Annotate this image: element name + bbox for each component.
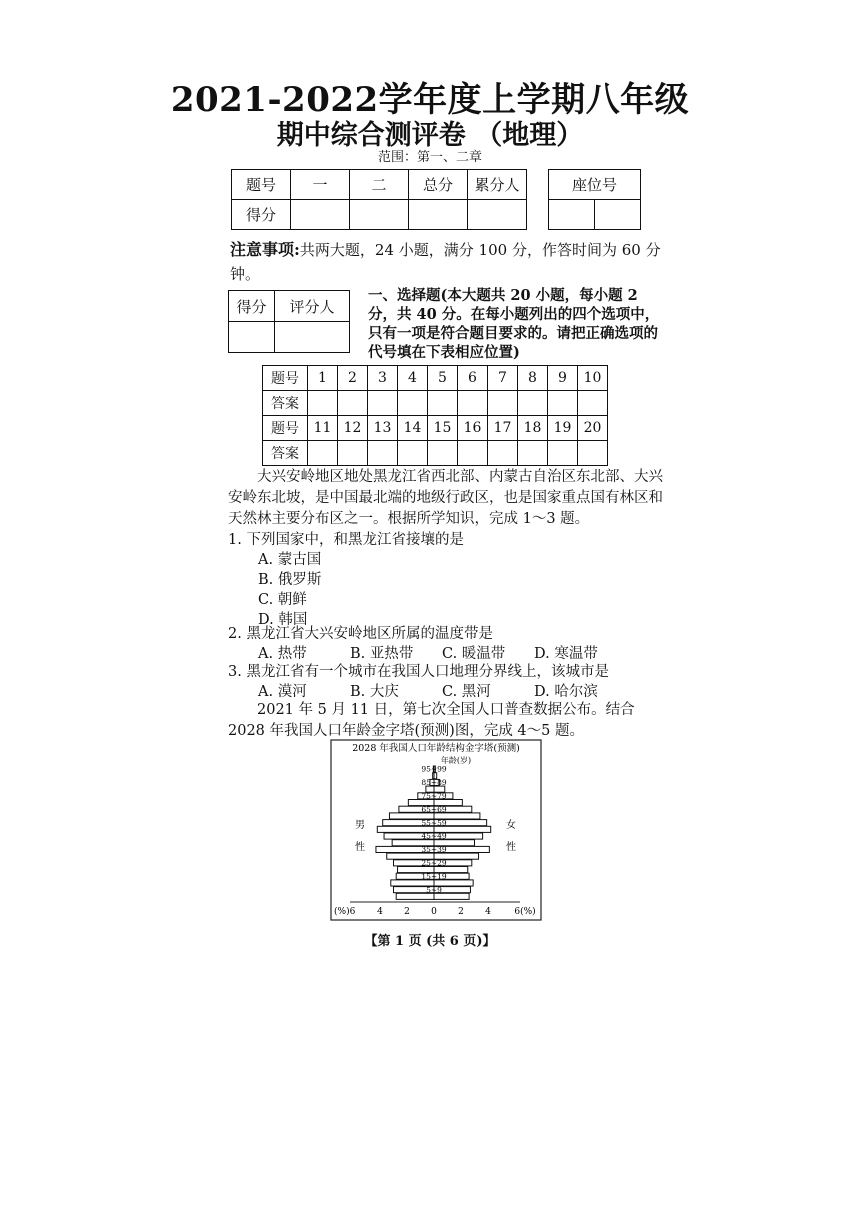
answer-table-row xyxy=(263,441,608,466)
answer-table xyxy=(262,365,608,466)
score-header-cell: 累分人 xyxy=(468,170,527,200)
score-cell[interactable] xyxy=(350,200,409,230)
score-header-cell: 一 xyxy=(291,170,350,200)
option: A. 热带 xyxy=(258,646,307,662)
answer-row-label: 答案 xyxy=(263,391,308,416)
x-tick-label: 4 xyxy=(377,907,383,917)
question-number: 13 xyxy=(368,416,398,441)
question-number: 12 xyxy=(338,416,368,441)
grader-name-cell[interactable] xyxy=(275,322,350,353)
seat-label: 座位号 xyxy=(549,170,641,200)
answer-cell[interactable] xyxy=(308,391,338,416)
female-label: 性 xyxy=(506,842,516,853)
grader-table xyxy=(228,290,350,353)
answer-cell[interactable] xyxy=(488,391,518,416)
answer-table-row xyxy=(263,366,608,391)
question-number: 9 xyxy=(548,366,578,391)
chart-title: 2028 年我国人口年龄结构金字塔(预测) xyxy=(352,743,520,754)
question-stem: 1. 下列国家中，和黑龙江省接壤的是 xyxy=(228,532,464,548)
question-3 xyxy=(228,662,609,702)
grader-score-cell[interactable] xyxy=(229,322,275,353)
answer-cell[interactable] xyxy=(368,441,398,466)
score-header-cell: 总分 xyxy=(409,170,468,200)
answer-table-row xyxy=(263,416,608,441)
answer-cell[interactable] xyxy=(548,391,578,416)
male-label: 男 xyxy=(355,820,365,831)
answer-cell[interactable] xyxy=(338,391,368,416)
male-label: 性 xyxy=(355,842,365,853)
option: D. 哈尔滨 xyxy=(534,684,598,700)
score-header-cell: 题号 xyxy=(232,170,291,200)
x-tick-label: 0 xyxy=(431,907,437,917)
option: B. 俄罗斯 xyxy=(258,572,322,588)
answer-cell[interactable] xyxy=(458,441,488,466)
answer-cell[interactable] xyxy=(308,441,338,466)
option: A. 漠河 xyxy=(258,684,307,700)
question-number: 6 xyxy=(458,366,488,391)
notice xyxy=(230,238,670,286)
question-2 xyxy=(228,624,598,664)
age-label: 5~9 xyxy=(426,885,442,895)
answer-cell[interactable] xyxy=(398,391,428,416)
score-cell[interactable] xyxy=(409,200,468,230)
passage-2: 2021 年 5 月 11 日，第七次全国人口普查数据公布。结合 2028 年我国人口年龄金字塔(预测)图，完成 4～5 题。 xyxy=(228,702,635,739)
grader-score-label: 得分 xyxy=(229,291,275,322)
question-number: 11 xyxy=(308,416,338,441)
x-tick-label: 4 xyxy=(485,907,491,917)
option: C. 朝鲜 xyxy=(258,592,307,608)
answer-table-row xyxy=(263,391,608,416)
question-number: 5 xyxy=(428,366,458,391)
option-row xyxy=(228,682,609,702)
population-pyramid-chart xyxy=(330,739,542,921)
age-label: 15~19 xyxy=(421,871,447,881)
answer-row-label: 答案 xyxy=(263,441,308,466)
exam-subtitle: 期中综合测评卷 （地理） xyxy=(276,120,584,151)
exam-scope: 范围：第一、二章 xyxy=(377,150,482,165)
x-tick-label: 2 xyxy=(458,907,464,917)
answer-row-label: 题号 xyxy=(263,416,308,441)
option: D. 韩国 xyxy=(258,612,308,628)
notice-label: 注意事项: xyxy=(230,240,300,259)
seat-table xyxy=(548,169,641,230)
question-number: 15 xyxy=(428,416,458,441)
question-number: 4 xyxy=(398,366,428,391)
score-header-cell: 二 xyxy=(350,170,409,200)
age-label: 35~39 xyxy=(421,845,447,855)
answer-cell[interactable] xyxy=(518,391,548,416)
x-tick-label: (%)6 xyxy=(334,907,356,917)
passage-1: 大兴安岭地区地处黑龙江省西北部、内蒙古自治区东北部、大兴安岭东北坡，是中国最北端的地级行政区，也是国家重点国有林区和天然林主要分布区之一。根据所学知识，完成 1～3 题。 xyxy=(228,469,663,527)
page-footer: 【第 1 页 (共 6 页)】 xyxy=(364,934,496,949)
score-row-label: 得分 xyxy=(232,200,291,230)
answer-cell[interactable] xyxy=(488,441,518,466)
option-row xyxy=(228,644,598,664)
seat-cell[interactable] xyxy=(549,200,595,230)
answer-cell[interactable] xyxy=(368,391,398,416)
question-number: 17 xyxy=(488,416,518,441)
question-1 xyxy=(228,530,464,630)
x-tick-label: 2 xyxy=(404,907,410,917)
female-label: 女 xyxy=(506,820,516,831)
answer-row-label: 题号 xyxy=(263,366,308,391)
age-label: 25~29 xyxy=(421,858,447,868)
option: B. 亚热带 xyxy=(350,646,414,662)
age-label: 75~79 xyxy=(421,791,447,801)
answer-cell[interactable] xyxy=(428,441,458,466)
question-number: 1 xyxy=(308,366,338,391)
question-number: 14 xyxy=(398,416,428,441)
question-number: 8 xyxy=(518,366,548,391)
answer-cell[interactable] xyxy=(398,441,428,466)
seat-cell[interactable] xyxy=(595,200,641,230)
section1-heading: 一、选择题(本大题共 20 小题，每小题 2 分，共 40 分。在每小题列出的四个选项中，只有一项是符合题目要求的。请把正确选项的代号填在下表相应位置) xyxy=(368,287,660,361)
answer-cell[interactable] xyxy=(578,391,608,416)
answer-cell[interactable] xyxy=(548,441,578,466)
age-label: 95~99 xyxy=(421,764,447,774)
option: C. 暖温带 xyxy=(442,646,506,662)
question-number: 2 xyxy=(338,366,368,391)
option: A. 蒙古国 xyxy=(258,552,322,568)
question-number: 20 xyxy=(578,416,608,441)
age-label: 55~59 xyxy=(421,818,447,828)
exam-title: 2021-2022学年度上学期八年级 xyxy=(170,80,690,120)
question-number: 3 xyxy=(368,366,398,391)
option: C. 黑河 xyxy=(442,684,491,700)
option: D. 寒温带 xyxy=(534,646,598,662)
x-tick-label: 6(%) xyxy=(514,907,536,917)
age-label: 65~69 xyxy=(421,804,447,814)
age-label: 45~49 xyxy=(421,831,447,841)
score-cell[interactable] xyxy=(291,200,350,230)
answer-cell[interactable] xyxy=(458,391,488,416)
notice-text: 共两大题，24 小题，满分 100 分，作答时间为 60 分钟。 xyxy=(230,241,661,283)
option: B. 大庆 xyxy=(350,684,399,700)
question-number: 16 xyxy=(458,416,488,441)
answer-cell[interactable] xyxy=(428,391,458,416)
age-unit-label: 年龄(岁) xyxy=(440,756,472,765)
question-number: 10 xyxy=(578,366,608,391)
answer-cell[interactable] xyxy=(578,441,608,466)
answer-cell[interactable] xyxy=(338,441,368,466)
question-number: 19 xyxy=(548,416,578,441)
age-label: 85~89 xyxy=(421,778,447,788)
question-number: 7 xyxy=(488,366,518,391)
question-stem: 2. 黑龙江省大兴安岭地区所属的温度带是 xyxy=(228,626,493,642)
grader-name-label: 评分人 xyxy=(275,291,350,322)
score-cell[interactable] xyxy=(468,200,527,230)
score-table xyxy=(231,169,527,230)
question-number: 18 xyxy=(518,416,548,441)
answer-cell[interactable] xyxy=(518,441,548,466)
question-stem: 3. 黑龙江省有一个城市在我国人口地理分界线上，该城市是 xyxy=(228,664,609,680)
